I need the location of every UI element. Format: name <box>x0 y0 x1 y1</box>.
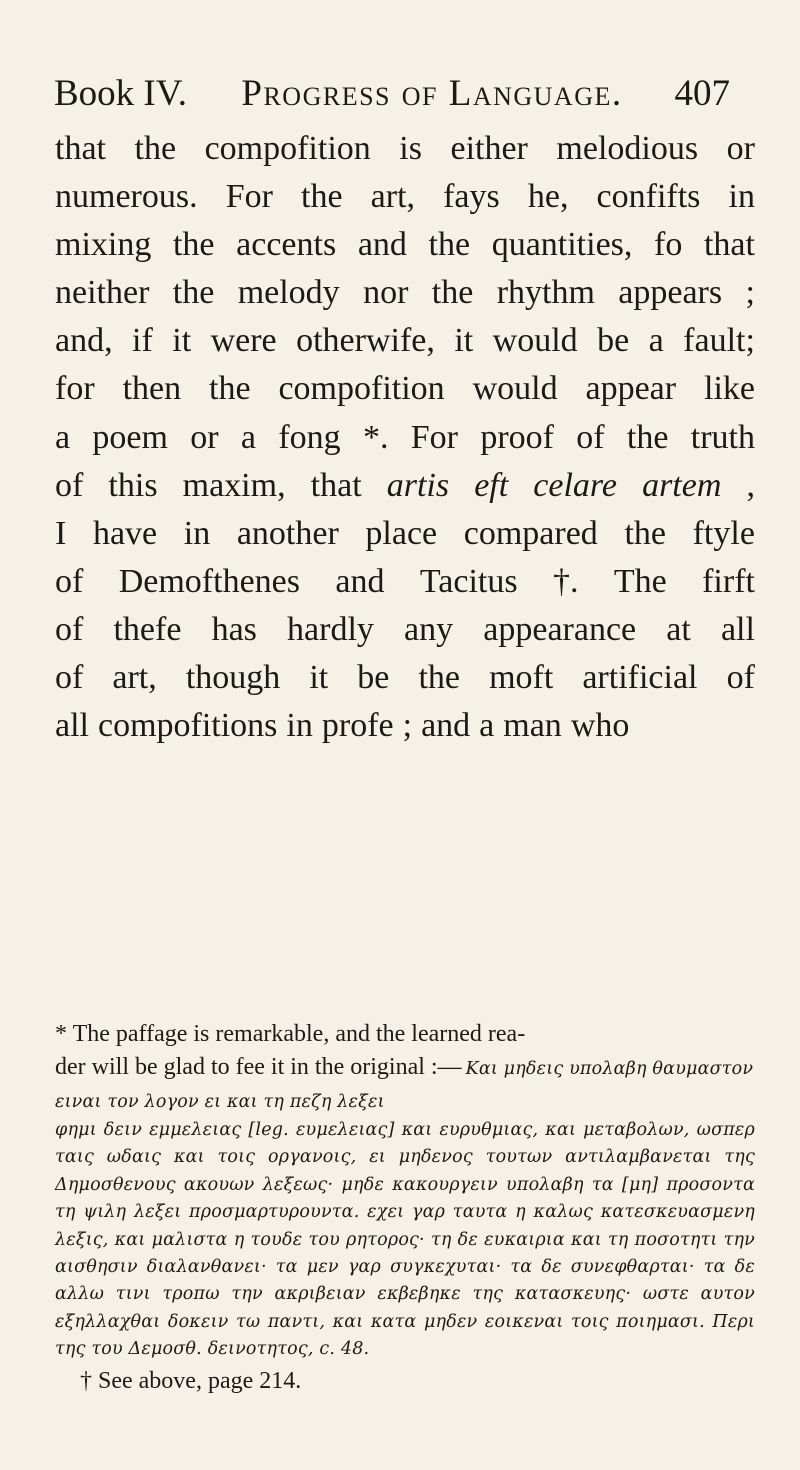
book-label: Book IV. <box>54 73 187 114</box>
word: neither <box>55 274 150 312</box>
footnote-english-line <box>55 1051 755 1117</box>
word: and <box>335 562 385 600</box>
word: moft <box>489 659 554 697</box>
word: confifts <box>596 178 701 216</box>
word: fong <box>278 418 341 456</box>
word: mixing <box>55 226 152 264</box>
word: it <box>454 322 474 360</box>
page-number: 407 <box>674 73 730 114</box>
word: for <box>55 370 95 408</box>
word: artem <box>642 466 722 504</box>
word: poem <box>92 418 168 456</box>
word: the <box>172 274 215 312</box>
text-line <box>55 173 755 221</box>
word: compofitions <box>97 707 278 745</box>
word: celare <box>533 466 617 504</box>
word: For <box>225 178 273 216</box>
word: all <box>720 610 755 648</box>
word: is <box>399 130 422 167</box>
word: truth <box>690 418 755 456</box>
word: a <box>55 418 71 456</box>
word: profe <box>321 707 394 745</box>
word: be <box>597 322 630 360</box>
word: in <box>286 707 313 745</box>
footnote-dagger: † See above, page 214. <box>80 1368 302 1394</box>
word: artificial <box>582 659 698 697</box>
word: though <box>185 659 281 697</box>
word: eft <box>474 466 509 504</box>
word: maxim, <box>182 466 286 504</box>
word: the <box>626 418 669 456</box>
word: the <box>209 370 251 408</box>
word: of <box>55 610 84 648</box>
word: this <box>108 466 158 504</box>
word: appear <box>585 370 677 408</box>
word: the <box>431 274 474 312</box>
word: art, <box>112 659 157 697</box>
word: proof <box>480 418 554 456</box>
word: I <box>55 514 67 552</box>
word: of <box>55 659 84 697</box>
word: ftyle <box>692 514 755 552</box>
word: appears <box>618 274 723 312</box>
word: nor <box>363 274 409 312</box>
word: have <box>92 514 158 552</box>
running-header <box>54 72 730 116</box>
word: the <box>418 659 460 697</box>
word: in <box>728 178 755 216</box>
word: the <box>624 514 666 552</box>
word: compofition <box>278 370 445 408</box>
word: The <box>613 562 667 600</box>
word: be <box>357 659 390 697</box>
word: the <box>428 226 471 264</box>
word: were <box>210 322 277 360</box>
footnote-greek-start: Και μηδεις υπολαβη θαυμαστον ειναι τον λογον ει και τη πεζη λεξει <box>55 1059 754 1112</box>
text-line <box>55 125 755 173</box>
word: appearance <box>483 610 637 648</box>
word: he, <box>527 178 569 216</box>
word: it <box>309 659 329 697</box>
word: place <box>365 514 438 552</box>
word: a <box>648 322 664 360</box>
footnote-greek-text: φημι δειν εμμελειας [leg. ευμελειας] και ευρυθμιας, και μεταβολων, ωσπερ ταις ωδαις και τοις οργανοις, ει μηδενος τουτων αντιλαμβανεται της Δημοσθενους ακουων λεξεως· μηδε κακουργειν υπολαβη τα [μη] προσοντα τη ψιλη λεξει προσμαρτυρουντα. εχει γαρ ταυτα η καλως κατεσκευασμενη λεξις, και μαλιστα η τουδε του ρητορος· τη δε ευκαιρια και τη ποσοτητι την αισθησιν διαλανθανει· τα μεν γαρ συγκεχυται· τα δε συνεφθαρται· τα δε αλλω τινι τροπω την ακριβειαν εκβεβηκε της κατασκευης· ωστε αυτον εξηλλαχθαι δοκειν τω παντι, και κατα μηδεν εοικεναι τοις ποιημασι. Περι της του Δεμοσθ. δεινοτητος, c. 48. <box>55 1120 755 1360</box>
word: and <box>357 226 407 264</box>
word: that <box>310 466 362 504</box>
word: , <box>746 466 755 504</box>
text-line <box>55 317 755 365</box>
word: the <box>172 226 215 264</box>
word: that <box>703 226 755 264</box>
word: fays <box>443 178 500 216</box>
word: *. <box>362 418 389 456</box>
word: ; <box>745 274 755 312</box>
word: in <box>183 514 211 552</box>
main-text <box>55 125 755 750</box>
text-line <box>55 365 755 413</box>
text-line <box>55 414 755 462</box>
word: compofition <box>204 130 371 167</box>
word: otherwife, <box>296 322 435 360</box>
word: hardly <box>287 610 374 648</box>
word: or <box>726 130 755 167</box>
word: †. <box>552 562 579 600</box>
word: and <box>421 707 471 745</box>
word: fo <box>654 226 683 264</box>
word: a <box>479 707 495 745</box>
word: quantities, <box>491 226 633 264</box>
word: of <box>726 659 755 697</box>
word: melody <box>237 274 340 312</box>
word: all <box>55 707 89 745</box>
word: For <box>410 418 458 456</box>
word: would <box>472 370 558 408</box>
word: another <box>236 514 339 552</box>
word: ; <box>402 707 413 745</box>
word: Demofthenes <box>118 562 300 600</box>
chapter-title: Progress of Language. <box>241 73 623 114</box>
word: art, <box>370 178 416 216</box>
word: firft <box>702 562 755 600</box>
word: man <box>503 707 562 745</box>
word: has <box>211 610 257 648</box>
text-line <box>55 269 755 317</box>
word: compared <box>463 514 598 552</box>
text-line <box>55 221 755 269</box>
word: thefe <box>113 610 182 648</box>
word: artis <box>386 466 450 504</box>
word: rhythm <box>496 274 595 312</box>
footnote-star <box>55 1018 755 1364</box>
text-line <box>55 654 755 702</box>
word: of <box>55 562 84 600</box>
text-line <box>55 510 755 558</box>
word: would <box>492 322 578 360</box>
word: the <box>301 178 343 216</box>
text-line <box>55 606 755 654</box>
text-line <box>55 702 755 750</box>
word: any <box>404 610 454 648</box>
word: or <box>190 418 219 456</box>
word: of <box>576 418 605 456</box>
word: who <box>570 707 630 745</box>
word: numerous. <box>55 178 198 216</box>
word: if <box>132 322 153 360</box>
word: fault; <box>683 322 755 360</box>
word: at <box>666 610 691 648</box>
word: Tacitus <box>419 562 518 600</box>
word: melodious <box>556 130 699 167</box>
footnote-english-text: der will be glad to fee it in the original :— <box>55 1054 462 1080</box>
word: accents <box>236 226 337 264</box>
word: of <box>55 466 84 504</box>
footnote-english-line: * The paffage is remarkable, and the learned rea- <box>55 1021 526 1047</box>
word: that <box>55 130 106 167</box>
word: either <box>450 130 528 167</box>
word: then <box>122 370 182 408</box>
word: it <box>172 322 192 360</box>
word: and, <box>55 322 113 360</box>
word: a <box>240 418 256 456</box>
word: like <box>704 370 755 408</box>
text-line <box>55 558 755 606</box>
word: the <box>134 130 177 167</box>
text-line <box>55 462 755 510</box>
